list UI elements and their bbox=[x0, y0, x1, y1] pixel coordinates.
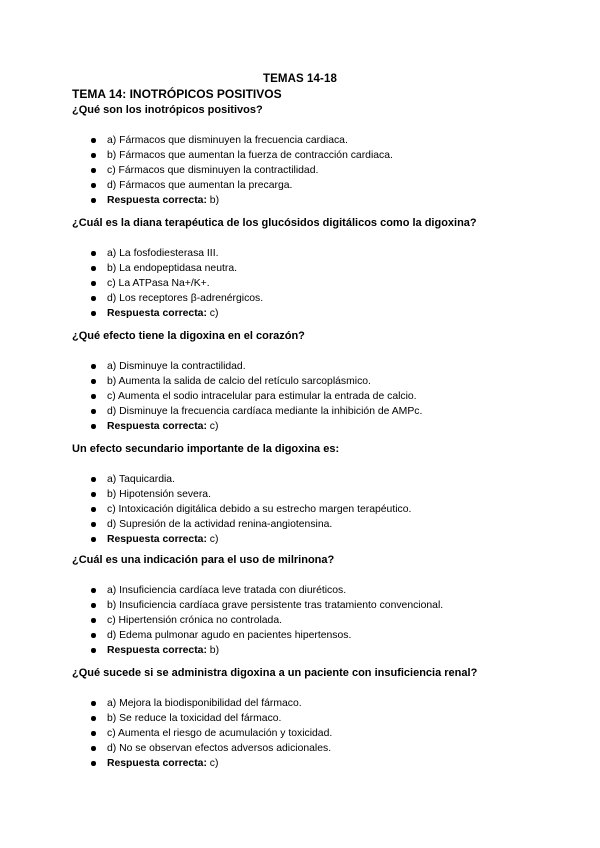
option-b: b) La endopeptidasa neutra. bbox=[72, 261, 532, 276]
option-d: d) Supresión de la actividad renina-angiotensina. bbox=[72, 517, 532, 532]
options-list bbox=[72, 696, 532, 771]
answer-label: Respuesta correcta: bbox=[107, 308, 207, 319]
answer-line bbox=[72, 193, 532, 208]
answer-value: c) bbox=[206, 758, 219, 769]
answer-label: Respuesta correcta: bbox=[107, 195, 207, 206]
answer-value: c) bbox=[206, 534, 219, 545]
question-block-3 bbox=[72, 329, 532, 434]
answer-line bbox=[72, 643, 532, 658]
option-a: a) Taquicardia. bbox=[72, 472, 532, 487]
options-list bbox=[72, 583, 532, 658]
options-list bbox=[72, 359, 532, 434]
option-b: b) Hipotensión severa. bbox=[72, 487, 532, 502]
answer-label: Respuesta correcta: bbox=[107, 534, 207, 545]
option-b: b) Se reduce la toxicidad del fármaco. bbox=[72, 711, 532, 726]
question-block-6 bbox=[72, 666, 532, 771]
option-d: d) Disminuye la frecuencia cardíaca mediante la inhibición de AMPc. bbox=[72, 404, 532, 419]
option-c: c) Aumenta el riesgo de acumulación y toxicidad. bbox=[72, 726, 532, 741]
answer-line bbox=[72, 532, 532, 547]
topic-title: TEMA 14: INOTRÓPICOS POSITIVOS bbox=[72, 87, 282, 101]
answer-label: Respuesta correcta: bbox=[107, 758, 207, 769]
option-a: a) Fármacos que disminuyen la frecuencia cardiaca. bbox=[72, 133, 532, 148]
document-title: TEMAS 14-18 bbox=[263, 73, 337, 85]
question-block-5 bbox=[72, 553, 532, 658]
question-text: ¿Cuál es una indicación para el uso de milrinona? bbox=[72, 554, 335, 566]
question-text: ¿Qué son los inotrópicos positivos? bbox=[72, 104, 263, 116]
option-c: c) Fármacos que disminuyen la contractilidad. bbox=[72, 163, 532, 178]
option-d: d) Los receptores β-adrenérgicos. bbox=[72, 291, 532, 306]
question-text: Un efecto secundario importante de la digoxina es: bbox=[72, 443, 340, 455]
answer-value: b) bbox=[206, 195, 220, 206]
answer-value: c) bbox=[206, 308, 219, 319]
option-b: b) Fármacos que aumentan la fuerza de contracción cardiaca. bbox=[72, 148, 532, 163]
option-d: d) Edema pulmonar agudo en pacientes hipertensos. bbox=[72, 628, 532, 643]
question-text: ¿Qué sucede si se administra digoxina a un paciente con insuficiencia renal? bbox=[72, 667, 478, 679]
option-b: b) Insuficiencia cardíaca grave persistente tras tratamiento convencional. bbox=[72, 598, 532, 613]
option-c: c) Aumenta el sodio intracelular para estimular la entrada de calcio. bbox=[72, 389, 532, 404]
question-block-4 bbox=[72, 442, 532, 547]
question-text: ¿Cuál es la diana terapéutica de los glucósidos digitálicos como la digoxina? bbox=[72, 217, 477, 229]
option-a: a) La fosfodiesterasa III. bbox=[72, 246, 532, 261]
answer-line bbox=[72, 306, 532, 321]
option-d: d) No se observan efectos adversos adicionales. bbox=[72, 741, 532, 756]
question-block-1 bbox=[72, 103, 532, 208]
answer-label: Respuesta correcta: bbox=[107, 421, 207, 432]
option-b: b) Aumenta la salida de calcio del retículo sarcoplásmico. bbox=[72, 374, 532, 389]
answer-label: Respuesta correcta: bbox=[107, 645, 207, 656]
answer-line bbox=[72, 756, 532, 771]
option-c: c) Intoxicación digitálica debido a su estrecho margen terapéutico. bbox=[72, 502, 532, 517]
options-list bbox=[72, 472, 532, 547]
option-c: c) La ATPasa Na+/K+. bbox=[72, 276, 532, 291]
question-text: ¿Qué efecto tiene la digoxina en el corazón? bbox=[72, 330, 305, 342]
option-c: c) Hipertensión crónica no controlada. bbox=[72, 613, 532, 628]
options-list bbox=[72, 133, 532, 208]
option-d: d) Fármacos que aumentan la precarga. bbox=[72, 178, 532, 193]
option-a: a) Disminuye la contractilidad. bbox=[72, 359, 532, 374]
answer-value: c) bbox=[206, 421, 219, 432]
option-a: a) Insuficiencia cardíaca leve tratada con diuréticos. bbox=[72, 583, 532, 598]
option-a: a) Mejora la biodisponibilidad del fármaco. bbox=[72, 696, 532, 711]
question-block-2 bbox=[72, 216, 532, 321]
options-list bbox=[72, 246, 532, 321]
answer-line bbox=[72, 419, 532, 434]
answer-value: b) bbox=[206, 645, 220, 656]
